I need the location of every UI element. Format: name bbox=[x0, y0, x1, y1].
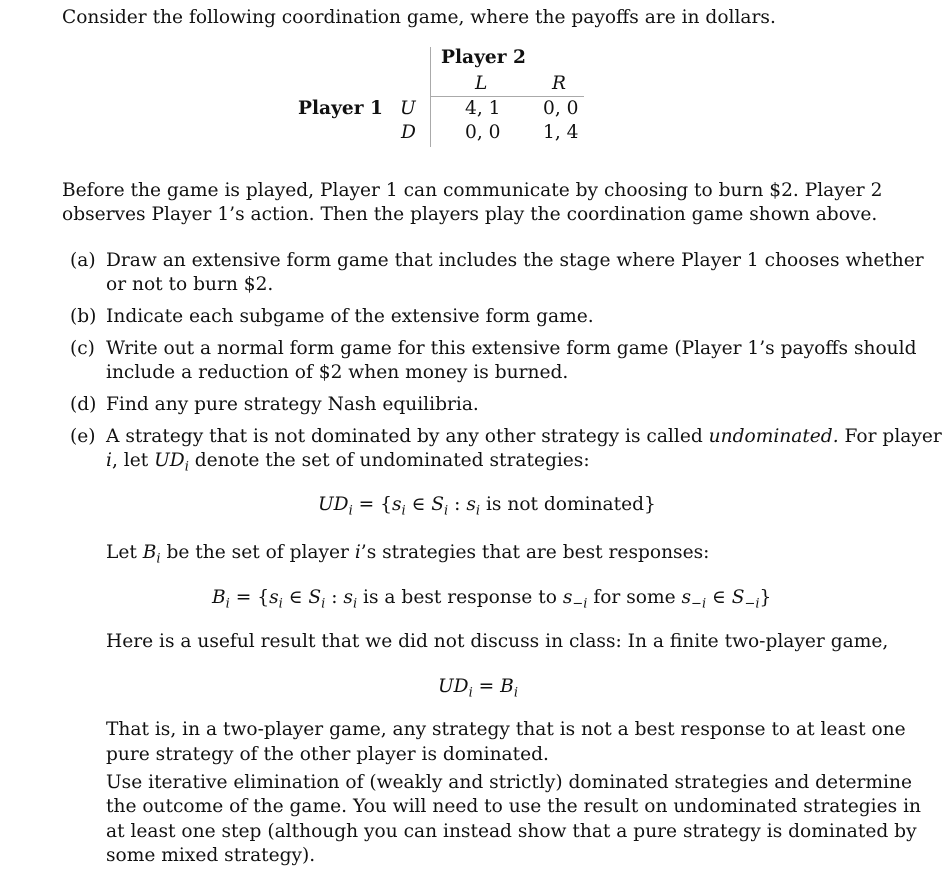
math-sub-i: i bbox=[184, 459, 189, 475]
para1-line1: Before the game is played, Player 1 can communicate by choosing to burn $2. Player 2 bbox=[62, 180, 883, 201]
eq3-eq: = bbox=[472, 676, 501, 697]
eq2-S2: S bbox=[731, 587, 745, 608]
eq2-close: } bbox=[759, 587, 772, 608]
eq2-in: ∈ bbox=[282, 587, 309, 608]
item-e-label: (e) bbox=[70, 426, 96, 447]
eq1-eq-brace: = { bbox=[352, 494, 392, 515]
item-e-line1-a: A strategy that is not dominated by any other strategy is called bbox=[106, 426, 709, 447]
eq2-B: B bbox=[212, 587, 226, 608]
intro-text: Consider the following coordination game, where the payoffs are in dollars. bbox=[62, 7, 776, 28]
eq1-S: S bbox=[431, 494, 445, 515]
row-U-label: U bbox=[400, 98, 416, 119]
item-e-line1-c: For player bbox=[838, 426, 942, 447]
item-e-line2 bbox=[106, 449, 590, 480]
let-i: i bbox=[354, 542, 361, 563]
equation-best-response bbox=[212, 586, 771, 617]
cell-DL: 0, 0 bbox=[465, 122, 501, 143]
item-a-line2: or not to burn $2. bbox=[106, 274, 274, 295]
payoff-table bbox=[0, 0, 904, 150]
eq1-s2: s bbox=[466, 494, 476, 515]
item-c-label: (c) bbox=[70, 338, 95, 359]
math-i: i bbox=[106, 450, 112, 471]
item-d-line1: Find any pure strategy Nash equilibria. bbox=[106, 394, 479, 415]
eq3-B: B bbox=[500, 676, 514, 697]
eq2-text1: is a best response to bbox=[357, 587, 563, 608]
eq2-S-sub: i bbox=[321, 596, 326, 612]
eq1-text: is not dominated} bbox=[480, 494, 656, 515]
final-line1: That is, in a two-player game, any strategy that is not a best response to at least one bbox=[106, 719, 906, 740]
item-b-label: (b) bbox=[70, 306, 97, 327]
col-L-label: L bbox=[475, 73, 488, 94]
useful-result-line: Here is a useful result that we did not discuss in class: In a finite two-player game, bbox=[106, 631, 889, 652]
item-d-label: (d) bbox=[70, 394, 97, 415]
eq1-UD: UD bbox=[318, 494, 349, 515]
eq2-s4-sub: −i bbox=[691, 596, 707, 612]
eq1-in: ∈ bbox=[405, 494, 432, 515]
eq2-s2-sub: i bbox=[352, 596, 358, 612]
let-B: B bbox=[142, 542, 157, 563]
eq2-s3-sub: −i bbox=[572, 596, 588, 612]
eq1-s2-sub: i bbox=[475, 503, 481, 519]
math-UD: UD bbox=[154, 450, 185, 471]
eq3-UD: UD bbox=[438, 676, 469, 697]
item-b-line1: Indicate each subgame of the extensive form game. bbox=[106, 306, 594, 327]
eq2-colon: : bbox=[325, 587, 344, 608]
let-a: Let bbox=[106, 542, 143, 563]
item-a-label: (a) bbox=[70, 250, 96, 271]
eq2-s-sub: i bbox=[278, 596, 283, 612]
final-line5: at least one step (although you can instead show that a pure strategy is dominated by bbox=[106, 821, 917, 842]
eq2-in2: ∈ bbox=[706, 587, 732, 608]
player1-label: Player 1 bbox=[298, 98, 383, 119]
para1-line2: observes Player 1’s action. Then the players play the coordination game shown above. bbox=[62, 204, 878, 225]
col-R-label: R bbox=[552, 73, 566, 94]
cell-DR: 1, 4 bbox=[543, 122, 579, 143]
player2-label: Player 2 bbox=[441, 47, 526, 68]
eq1-S-sub: i bbox=[444, 503, 449, 519]
item-e-undominated: undominated. bbox=[708, 426, 839, 447]
let-B-line bbox=[106, 541, 709, 572]
item-a-line1: Draw an extensive form game that includes the stage where Player 1 chooses whether bbox=[106, 250, 924, 271]
eq2-S2-sub: −i bbox=[744, 596, 760, 612]
let-c: ’s strategies that are best responses: bbox=[360, 542, 710, 563]
eq2-text2: for some bbox=[587, 587, 682, 608]
eq1-colon: : bbox=[448, 494, 467, 515]
eq2-S: S bbox=[308, 587, 322, 608]
eq2-eq-brace: = { bbox=[229, 587, 270, 608]
item-c-line2: include a reduction of $2 when money is burned. bbox=[106, 362, 569, 383]
let-b: be the set of player bbox=[160, 542, 355, 563]
equation-undominated bbox=[318, 493, 656, 524]
row-D-label: D bbox=[401, 122, 416, 143]
eq2-s4: s bbox=[681, 587, 692, 608]
equation-ud-equals-b bbox=[438, 675, 518, 706]
final-line4: the outcome of the game. You will need to use the result on undominated strategies in bbox=[106, 796, 922, 817]
eq1-UD-sub: i bbox=[348, 503, 353, 519]
eq2-s2: s bbox=[343, 587, 353, 608]
final-line6: some mixed strategy). bbox=[106, 845, 316, 866]
eq1-s-sub: i bbox=[401, 503, 406, 519]
final-line3: Use iterative elimination of (weakly and strictly) dominated strategies and determine bbox=[106, 772, 912, 793]
table-v-divider bbox=[430, 47, 431, 147]
eq1-s: s bbox=[391, 494, 402, 515]
text-let: , let bbox=[111, 450, 155, 471]
eq2-s3: s bbox=[562, 587, 573, 608]
item-c-line1: Write out a normal form game for this extensive form game (Player 1’s payoffs should bbox=[106, 338, 917, 359]
eq2-B-sub: i bbox=[225, 596, 230, 612]
cell-UR: 0, 0 bbox=[543, 98, 579, 119]
item-e-line1 bbox=[106, 425, 942, 449]
eq3-UD-sub: i bbox=[468, 685, 473, 701]
cell-UL: 4, 1 bbox=[465, 98, 501, 119]
let-B-sub: i bbox=[156, 551, 161, 567]
final-line2: pure strategy of the other player is dominated. bbox=[106, 744, 549, 765]
eq2-s: s bbox=[269, 587, 279, 608]
text-denote: denote the set of undominated strategies: bbox=[188, 450, 590, 471]
eq3-B-sub: i bbox=[513, 685, 518, 701]
